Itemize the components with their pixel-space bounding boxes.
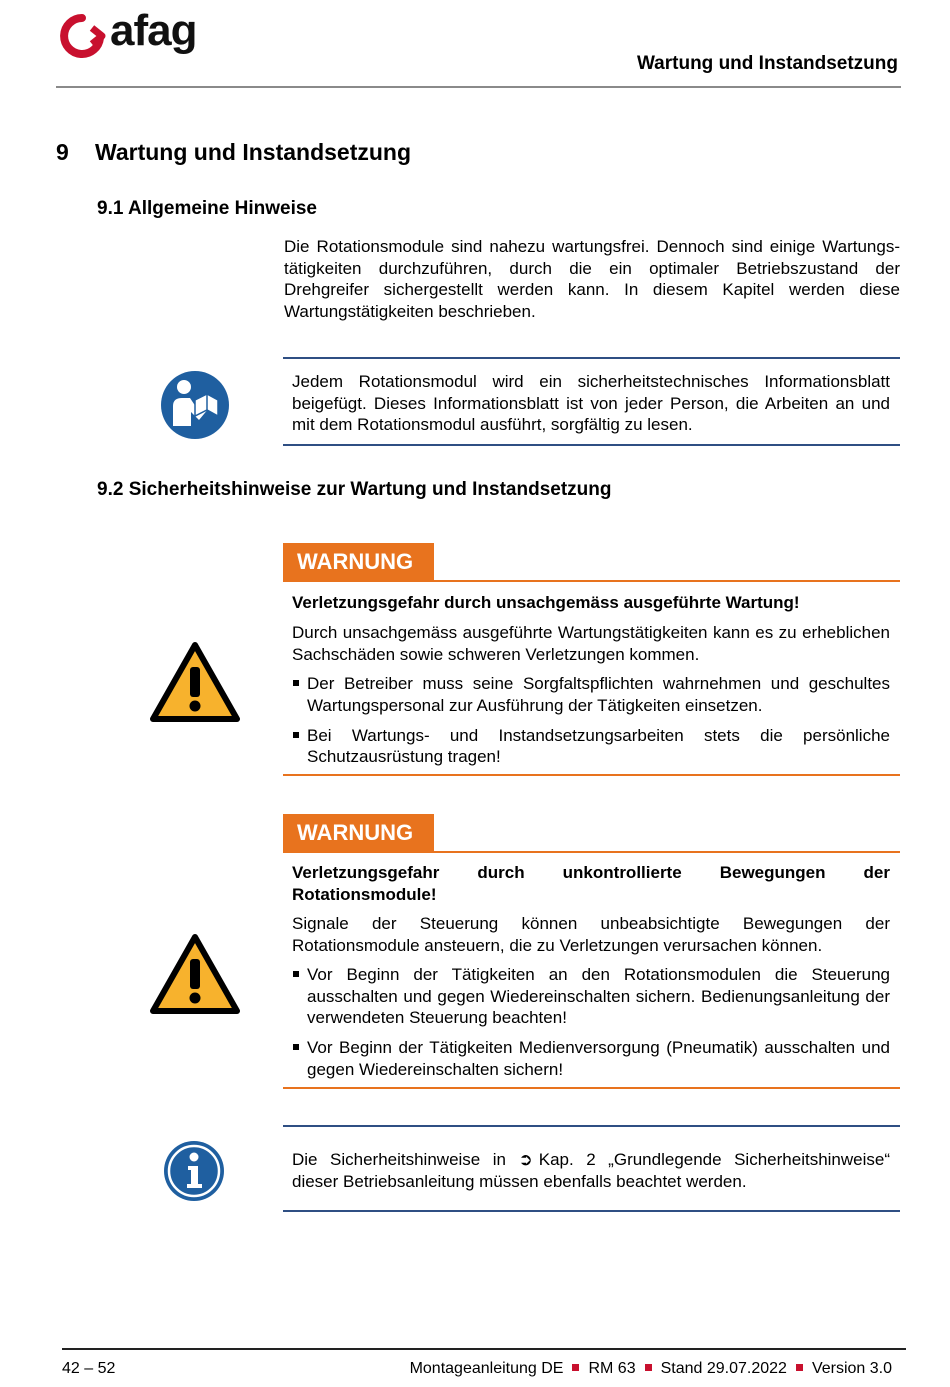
warning-label: WARNUNG xyxy=(283,543,434,581)
warning-title: Verletzungsgefahr durch unkontrollierte Bewegungen der Rotationsmodule! xyxy=(292,863,890,904)
warning-bottom-rule xyxy=(283,1087,900,1089)
footer-divider xyxy=(62,1348,906,1350)
note-text: Jedem Rotationsmodul wird ein sicherheitstechnisches Informationsblatt beigefügt. Dieses Informationsblatt ist von jeder Person, die Arbeiten an und mit dem Rotationsmodul ausführt, sorgfältig zu lesen. xyxy=(292,372,890,435)
warning-bullet: Der Betreiber muss seine Sorgfaltspflichten wahrnehmen und geschultes Wartungspersonal zur Ausführung der Tätigkeiten einsetzen. xyxy=(292,673,890,716)
section-heading-9-1: 9.1 Allgemeine Hinweise xyxy=(97,198,317,219)
header-divider xyxy=(56,86,901,88)
info-text xyxy=(292,1149,890,1192)
header-title: Wartung und Instandsetzung xyxy=(636,53,898,74)
warning-top-rule xyxy=(283,580,900,582)
info-top-rule xyxy=(283,1125,900,1127)
warning-bullet: Vor Beginn der Tätigkeiten an den Rotationsmodulen die Steuerung ausschalten und gegen Wiedereinschalten sichern. Bedienungsanleitung der verwendeten Steuerung beachten! xyxy=(292,964,890,1029)
warning-bullet: Bei Wartungs- und Instandsetzungsarbeiten stets die persönliche Schutzausrüstung tragen! xyxy=(292,725,890,768)
warning-bullet: Vor Beginn der Tätigkeiten Medienversorgung (Pneumatik) ausschalten und gegen Wiedereinschalten sichern! xyxy=(292,1037,890,1080)
warning-label: WARNUNG xyxy=(283,814,434,852)
info-text-suffix: dieser Betriebsanleitung müssen ebenfalls beachtet werden. xyxy=(292,1171,747,1191)
read-manual-icon xyxy=(160,370,230,440)
warning-triangle-icon xyxy=(149,933,241,1015)
warning-bullet-list xyxy=(292,673,890,777)
footer-model: RM 63 xyxy=(588,1360,636,1377)
footer-separator xyxy=(572,1364,579,1371)
warning-bottom-rule xyxy=(283,774,900,776)
footer-doc-info xyxy=(410,1360,892,1378)
warning-title: Verletzungsgefahr durch unsachgemäss ausgeführte Wartung! xyxy=(292,593,800,612)
warning-text: Signale der Steuerung können unbeabsichtigte Bewegungen der Rotationsmodule ansteuern, die zu Verletzungen verursachen können. xyxy=(292,914,890,955)
footer-separator xyxy=(645,1364,652,1371)
chapter-number: 9 xyxy=(56,139,69,165)
page-number: 42 – 52 xyxy=(62,1360,116,1377)
chapter-title: Wartung und Instandsetzung xyxy=(95,139,412,165)
info-bottom-rule xyxy=(283,1210,900,1212)
section-9-1-paragraph: Die Rotationsmodule sind nahezu wartungsfrei. Dennoch sind einige Wartungstätigkeiten durchzuführen, durch die ein optimaler Betriebszustand der Drehgreifer sichergestellt werden kann. In diesem Kapitel werden diese Wartungstätigkeiten beschrieben. xyxy=(284,237,900,321)
footer-doc-title: Montageanleitung DE xyxy=(409,1360,564,1377)
note-bottom-rule xyxy=(283,444,900,446)
warning-triangle-icon xyxy=(149,641,241,723)
section-heading-9-2: 9.2 Sicherheitshinweise zur Wartung und Instandsetzung xyxy=(97,479,612,500)
warning-bullet-list xyxy=(292,964,890,1089)
afag-logo xyxy=(56,6,216,62)
footer-version: Version 3.0 xyxy=(811,1360,892,1377)
info-icon xyxy=(163,1140,225,1202)
chapter-2-link[interactable]: Kap. 2 „Grundlegende Sicherheitshinweise“ xyxy=(538,1150,890,1169)
footer-separator xyxy=(796,1364,803,1371)
warning-text: Durch unsachgemäss ausgeführte Wartungstätigkeiten kann es zu erheblichen Sachschäden sowie schweren Verletzungen kommen. xyxy=(292,623,890,664)
cross-reference-arrow-icon: ➲ xyxy=(518,1150,533,1169)
logo-text: afag xyxy=(110,6,197,55)
chapter-heading xyxy=(56,139,411,166)
info-text-prefix: Die Sicherheitshinweise in xyxy=(292,1150,519,1169)
afag-logo-icon xyxy=(56,14,108,60)
footer-date: Stand 29.07.2022 xyxy=(660,1360,787,1377)
warning-top-rule xyxy=(283,851,900,853)
note-top-rule xyxy=(283,357,900,359)
